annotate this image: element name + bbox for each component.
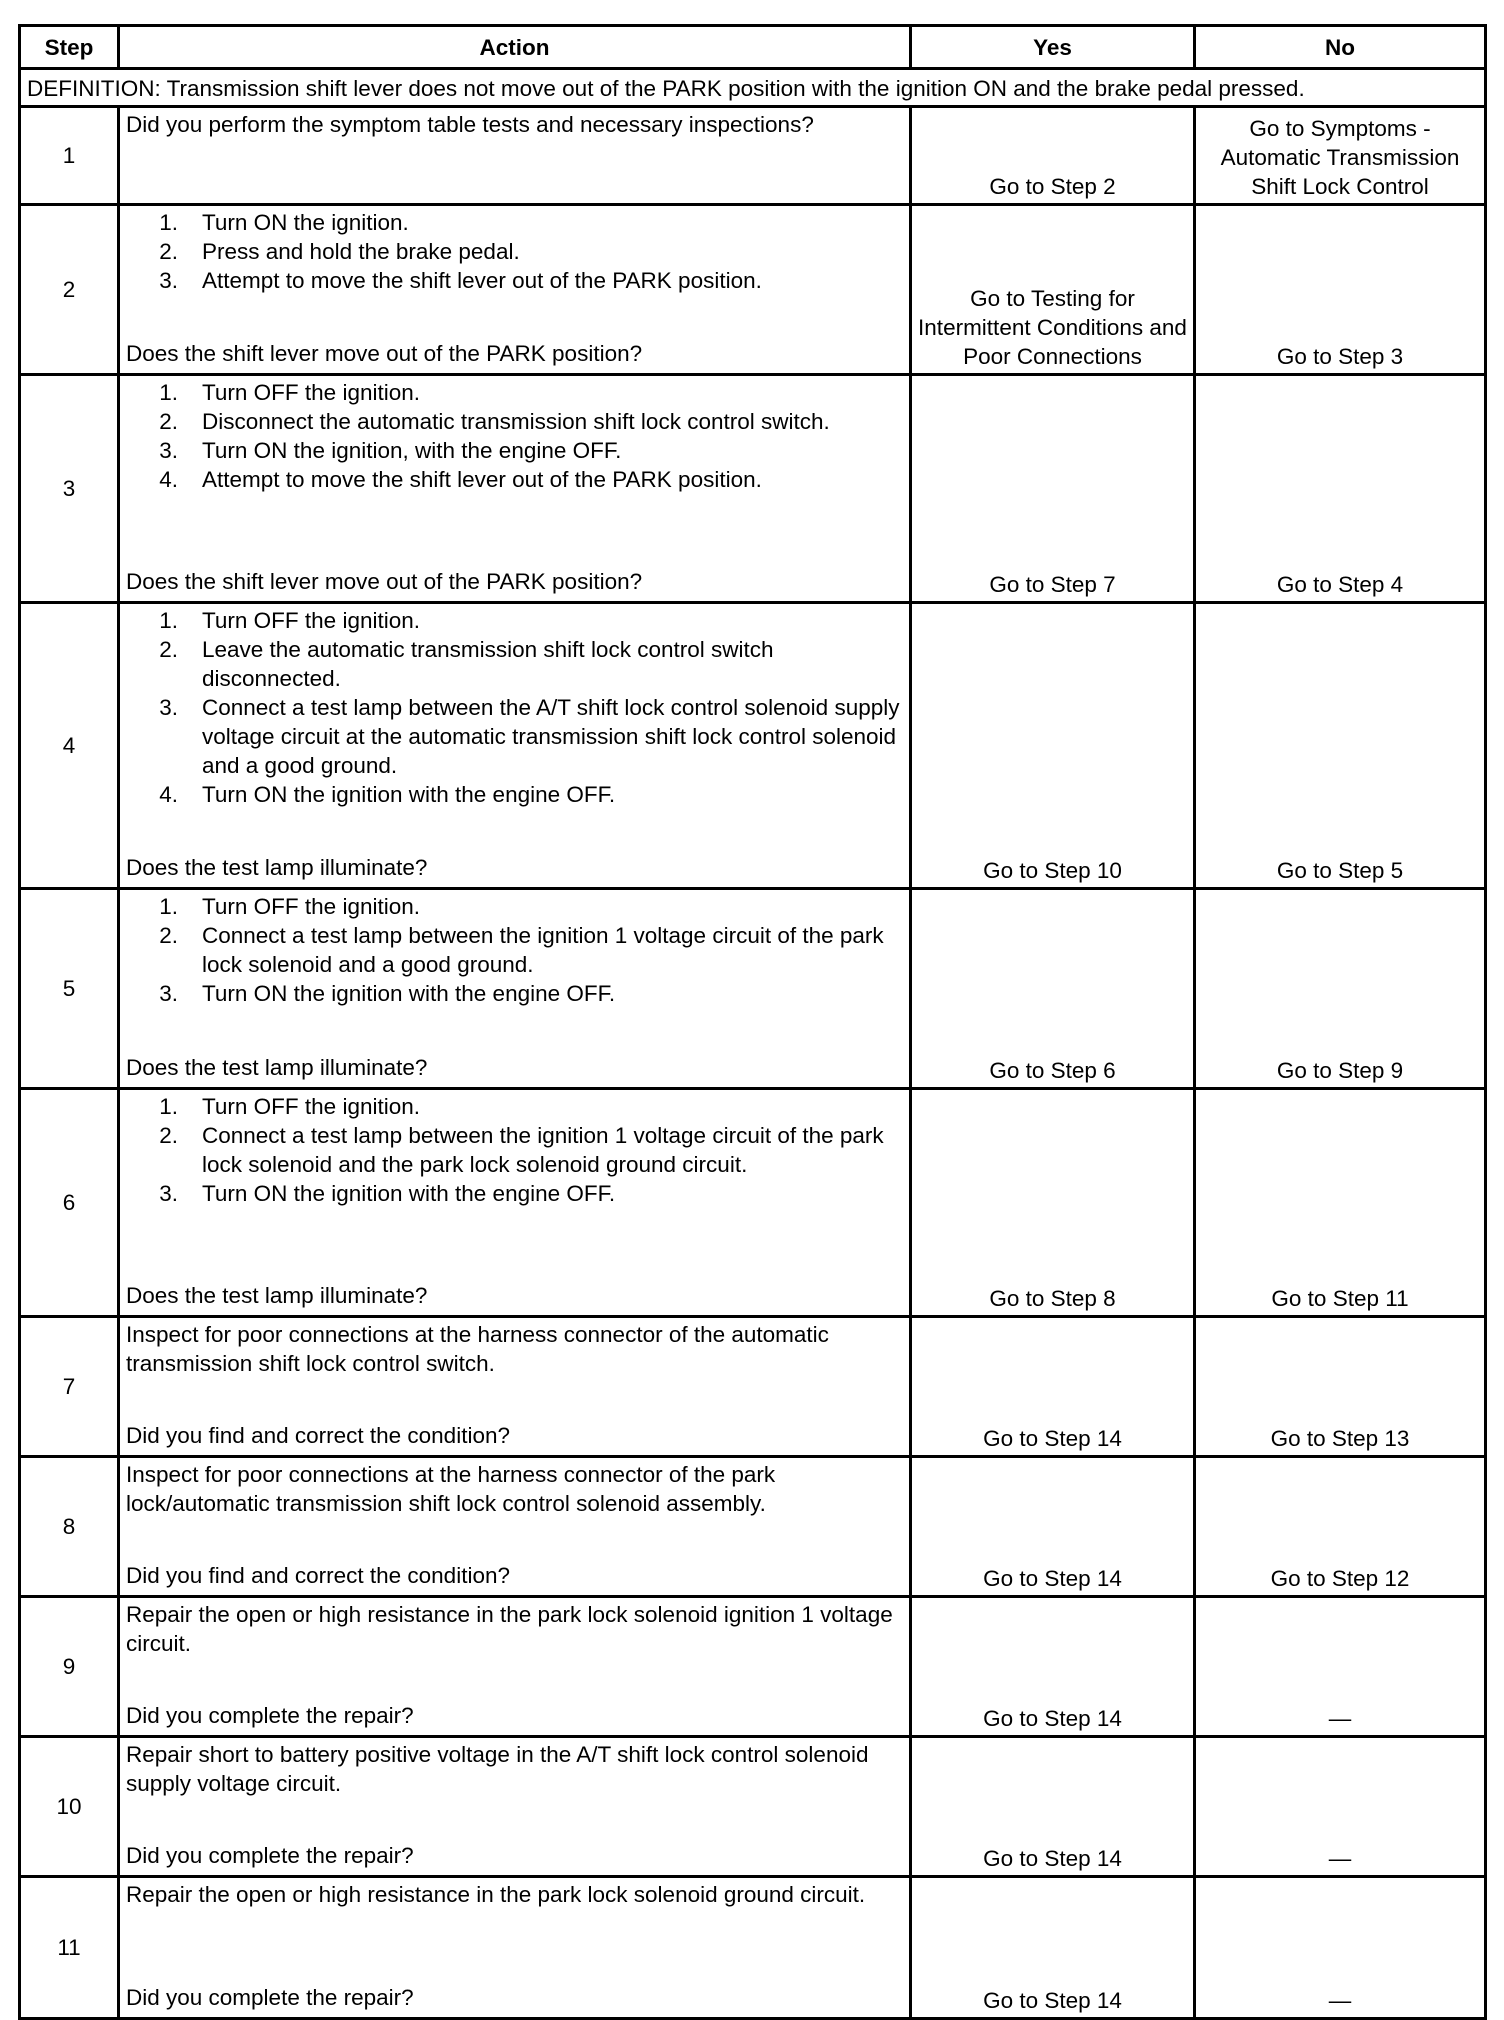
- step-number: 5: [20, 889, 119, 1089]
- step-number: 8: [20, 1457, 119, 1597]
- action-step-number: 1.: [159, 894, 178, 919]
- action-instruction: Repair the open or high resistance in the park lock solenoid ignition 1 voltage circuit.: [126, 1602, 893, 1656]
- action-step-text: Turn OFF the ignition.: [202, 894, 421, 919]
- action-step-text: Turn ON the ignition with the engine OFF.: [202, 782, 616, 807]
- action-step-number: 2.: [159, 1123, 178, 1148]
- no-result: Go to Symptoms - Automatic Transmission Shift Lock Control: [1195, 107, 1486, 205]
- action-step-text: Turn ON the ignition with the engine OFF.: [202, 981, 616, 1006]
- action-step-number: 2.: [159, 923, 178, 948]
- action-question: Does the shift lever move out of the PARK position?: [126, 569, 643, 594]
- action-step-number: 3.: [159, 438, 178, 463]
- action-step-text: Turn ON the ignition, with the engine OFF.: [202, 438, 622, 463]
- action-cell: [119, 1597, 911, 1737]
- step-number: 7: [20, 1317, 119, 1457]
- action-top: [126, 378, 903, 494]
- table-row: [20, 107, 1486, 205]
- yes-result: Go to Step 14: [911, 1597, 1195, 1737]
- header-yes: Yes: [911, 26, 1195, 69]
- action-step-text: Turn OFF the ignition.: [202, 380, 421, 405]
- yes-result: Go to Testing for Intermittent Conditions and Poor Connections: [911, 205, 1195, 375]
- action-step-item: [126, 780, 903, 809]
- action-question: Does the test lamp illuminate?: [126, 855, 428, 880]
- no-result: Go to Step 11: [1195, 1089, 1486, 1317]
- action-steps-list: [126, 208, 903, 295]
- definition-row: [20, 69, 1486, 107]
- action-cell: [119, 375, 911, 603]
- diagnostic-table: [18, 24, 1487, 2020]
- yes-result: Go to Step 14: [911, 1737, 1195, 1877]
- action-steps-list: [126, 378, 903, 494]
- action-steps-list: [126, 1092, 903, 1208]
- action-step-number: 1.: [159, 1094, 178, 1119]
- action-top: [126, 1880, 903, 1909]
- action-steps-list: [126, 892, 903, 1008]
- header-no: No: [1195, 26, 1486, 69]
- action-step-number: 4.: [159, 782, 178, 807]
- action-cell: [119, 1089, 911, 1317]
- action-steps-list: [126, 606, 903, 809]
- action-content: [126, 1460, 903, 1590]
- action-cell: [119, 889, 911, 1089]
- action-step-number: 3.: [159, 268, 178, 293]
- action-top: [126, 208, 903, 295]
- action-step-item: [126, 693, 903, 780]
- action-content: [126, 110, 903, 198]
- yes-result: Go to Step 14: [911, 1877, 1195, 2019]
- step-number: 4: [20, 603, 119, 889]
- action-content: [126, 1600, 903, 1730]
- action-cell: [119, 1457, 911, 1597]
- step-number: 6: [20, 1089, 119, 1317]
- step-number: 3: [20, 375, 119, 603]
- no-result: Go to Step 9: [1195, 889, 1486, 1089]
- action-step-text: Disconnect the automatic transmission shift lock control switch.: [202, 409, 830, 434]
- step-number: 2: [20, 205, 119, 375]
- action-top: [126, 892, 903, 1008]
- action-step-text: Leave the automatic transmission shift lock control switch disconnected.: [202, 637, 774, 691]
- action-top: [126, 110, 903, 139]
- action-question: Did you complete the repair?: [126, 1843, 414, 1868]
- action-content: [126, 1880, 903, 2012]
- yes-result: Go to Step 14: [911, 1317, 1195, 1457]
- yes-result: Go to Step 6: [911, 889, 1195, 1089]
- yes-result: Go to Step 8: [911, 1089, 1195, 1317]
- action-step-number: 1.: [159, 210, 178, 235]
- action-instruction: Inspect for poor connections at the harness connector of the park lock/automatic transmission shift lock control solenoid assembly.: [126, 1462, 776, 1516]
- action-step-number: 1.: [159, 380, 178, 405]
- no-result: Go to Step 13: [1195, 1317, 1486, 1457]
- header-step: Step: [20, 26, 119, 69]
- step-number: 10: [20, 1737, 119, 1877]
- action-question: Does the test lamp illuminate?: [126, 1283, 428, 1308]
- action-step-text: Connect a test lamp between the A/T shift lock control solenoid supply voltage circuit at the automatic transmission shift lock control solenoid and a good ground.: [202, 695, 900, 778]
- step-number: 1: [20, 107, 119, 205]
- table-row: [20, 603, 1486, 889]
- diagnostic-table-wrapper: [18, 24, 1484, 2020]
- no-result: —: [1195, 1877, 1486, 2019]
- action-content: [126, 208, 903, 368]
- action-step-item: [126, 1179, 903, 1208]
- action-question: Does the test lamp illuminate?: [126, 1055, 428, 1080]
- yes-result: Go to Step 7: [911, 375, 1195, 603]
- action-step-item: [126, 407, 903, 436]
- no-result: —: [1195, 1737, 1486, 1877]
- step-number: 11: [20, 1877, 119, 2019]
- action-cell: [119, 107, 911, 205]
- action-content: [126, 1092, 903, 1310]
- action-step-item: [126, 1121, 903, 1179]
- action-content: [126, 1740, 903, 1870]
- no-result: Go to Step 4: [1195, 375, 1486, 603]
- action-step-text: Press and hold the brake pedal.: [202, 239, 520, 264]
- action-top: [126, 1092, 903, 1208]
- action-step-item: [126, 208, 903, 237]
- step-number: 9: [20, 1597, 119, 1737]
- action-top: [126, 1320, 903, 1378]
- table-row: [20, 1877, 1486, 2019]
- no-result: —: [1195, 1597, 1486, 1737]
- action-step-text: Turn ON the ignition with the engine OFF.: [202, 1181, 616, 1206]
- action-step-text: Attempt to move the shift lever out of the PARK position.: [202, 467, 762, 492]
- action-step-item: [126, 266, 903, 295]
- action-step-number: 3.: [159, 1181, 178, 1206]
- header-row: [20, 26, 1486, 69]
- action-step-item: [126, 237, 903, 266]
- action-cell: [119, 1737, 911, 1877]
- action-instruction: Repair short to battery positive voltage in the A/T shift lock control solenoid supply voltage circuit.: [126, 1742, 869, 1796]
- action-step-item: [126, 1092, 903, 1121]
- action-cell: [119, 205, 911, 375]
- no-result: Go to Step 3: [1195, 205, 1486, 375]
- action-step-number: 2.: [159, 637, 178, 662]
- action-content: [126, 606, 903, 882]
- action-question: Did you complete the repair?: [126, 1985, 414, 2010]
- action-step-number: 3.: [159, 695, 178, 720]
- table-row: [20, 1317, 1486, 1457]
- action-question: Did you find and correct the condition?: [126, 1563, 510, 1588]
- action-top: [126, 1460, 903, 1518]
- action-step-text: Connect a test lamp between the ignition 1 voltage circuit of the park lock solenoid and a good ground.: [202, 923, 884, 977]
- definition-text: DEFINITION: Transmission shift lever does not move out of the PARK position with the ignition ON and the brake pedal pressed.: [20, 69, 1486, 107]
- action-top: [126, 1600, 903, 1658]
- action-step-item: [126, 436, 903, 465]
- action-step-number: 4.: [159, 467, 178, 492]
- action-instruction: Inspect for poor connections at the harness connector of the automatic transmission shift lock control switch.: [126, 1322, 829, 1376]
- action-step-number: 2.: [159, 239, 178, 264]
- action-step-number: 3.: [159, 981, 178, 1006]
- yes-result: Go to Step 2: [911, 107, 1195, 205]
- action-step-number: 2.: [159, 409, 178, 434]
- table-row: [20, 1737, 1486, 1877]
- action-step-text: Turn OFF the ignition.: [202, 608, 421, 633]
- action-top: [126, 606, 903, 809]
- action-step-text: Connect a test lamp between the ignition 1 voltage circuit of the park lock solenoid and the park lock solenoid ground circuit.: [202, 1123, 884, 1177]
- table-body: [20, 69, 1486, 2019]
- action-top: [126, 1740, 903, 1798]
- action-instruction: Repair the open or high resistance in the park lock solenoid ground circuit.: [126, 1882, 866, 1907]
- action-content: [126, 1320, 903, 1450]
- action-step-item: [126, 892, 903, 921]
- action-step-item: [126, 635, 903, 693]
- no-result: Go to Step 12: [1195, 1457, 1486, 1597]
- action-step-item: [126, 465, 903, 494]
- no-result: Go to Step 5: [1195, 603, 1486, 889]
- table-row: [20, 205, 1486, 375]
- action-step-text: Attempt to move the shift lever out of the PARK position.: [202, 268, 762, 293]
- action-question: Does the shift lever move out of the PARK position?: [126, 341, 643, 366]
- action-instruction: Did you perform the symptom table tests and necessary inspections?: [126, 112, 814, 137]
- action-question: Did you find and correct the condition?: [126, 1423, 510, 1448]
- action-step-text: Turn OFF the ignition.: [202, 1094, 421, 1119]
- action-cell: [119, 1877, 911, 2019]
- action-step-item: [126, 378, 903, 407]
- table-row: [20, 375, 1486, 603]
- yes-result: Go to Step 10: [911, 603, 1195, 889]
- action-cell: [119, 603, 911, 889]
- action-content: [126, 378, 903, 596]
- table-row: [20, 889, 1486, 1089]
- action-step-number: 1.: [159, 608, 178, 633]
- action-step-item: [126, 979, 903, 1008]
- action-step-item: [126, 606, 903, 635]
- action-question: Did you complete the repair?: [126, 1703, 414, 1728]
- yes-result: Go to Step 14: [911, 1457, 1195, 1597]
- action-content: [126, 892, 903, 1082]
- action-cell: [119, 1317, 911, 1457]
- header-action: Action: [119, 26, 911, 69]
- table-row: [20, 1457, 1486, 1597]
- table-row: [20, 1089, 1486, 1317]
- table-row: [20, 1597, 1486, 1737]
- action-step-text: Turn ON the ignition.: [202, 210, 409, 235]
- action-step-item: [126, 921, 903, 979]
